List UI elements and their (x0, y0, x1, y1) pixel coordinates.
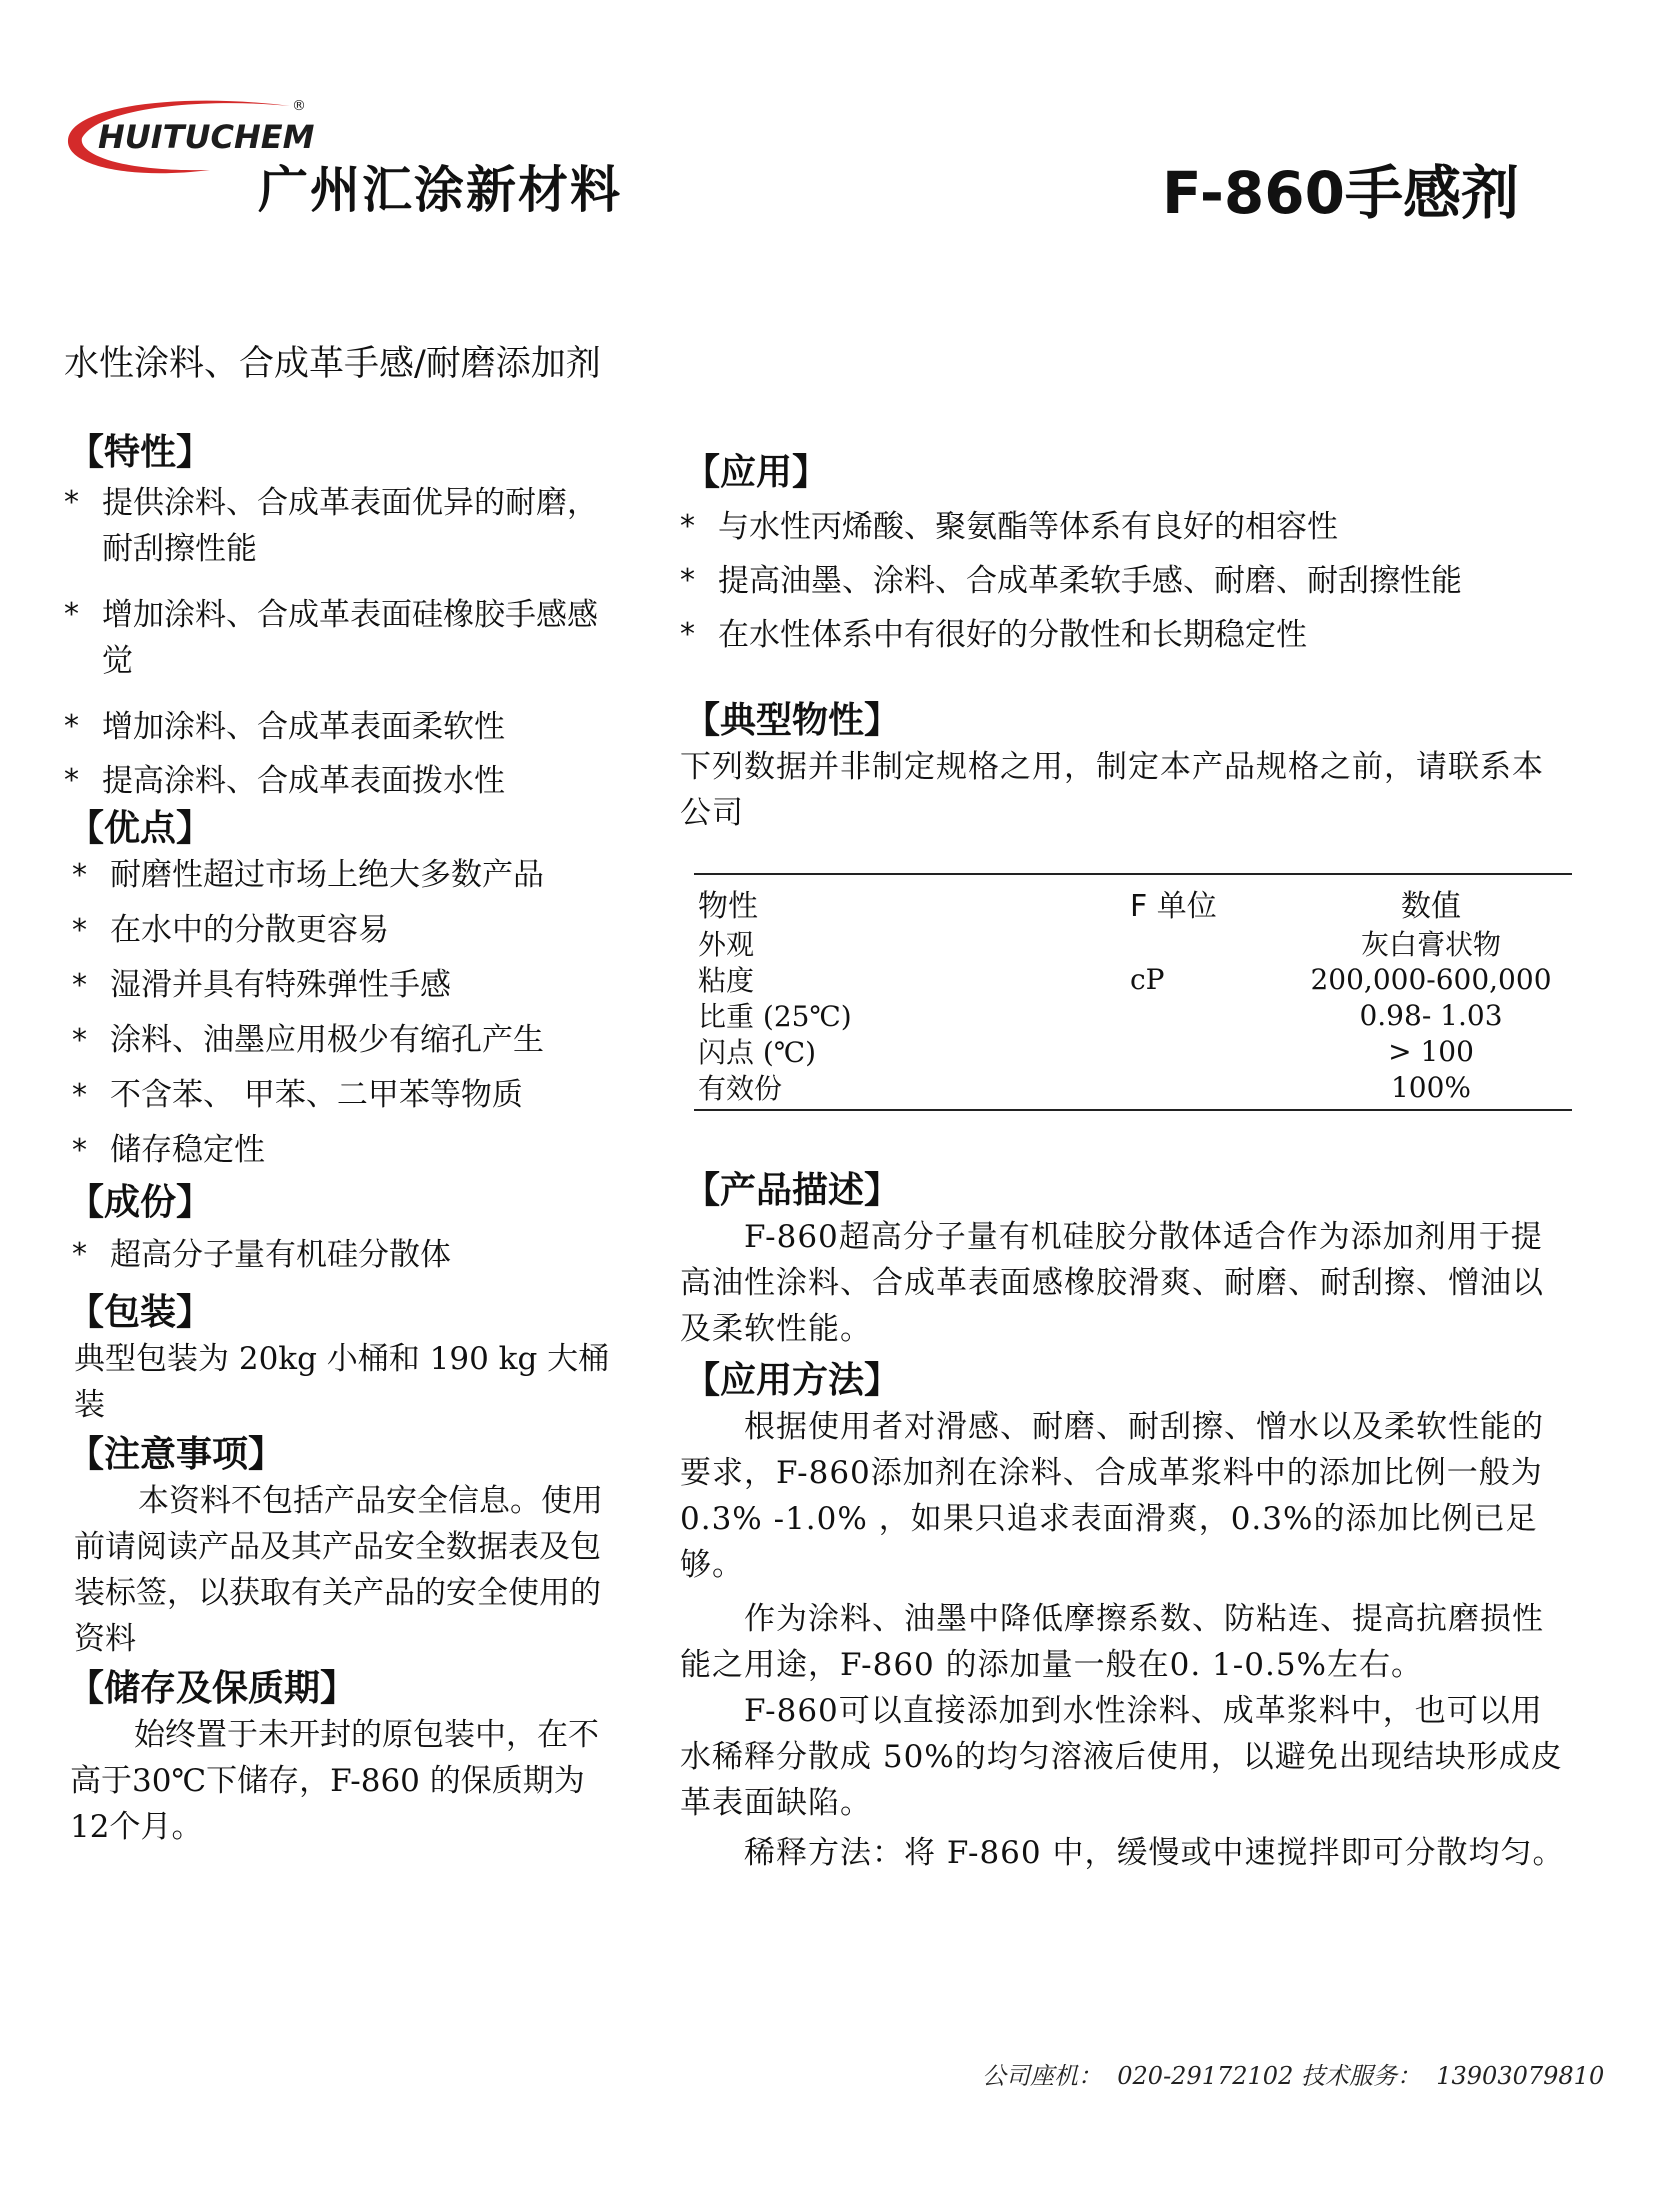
list-item: * 在水中的分散更容易 (72, 907, 624, 954)
bullet-star-icon: * (64, 597, 79, 632)
bullet-star-icon: * (72, 1023, 87, 1058)
packaging-text: 典型包装为 20kg 小桶和 190 kg 大桶装 (74, 1341, 610, 1423)
bullet-star-icon: * (680, 563, 695, 598)
table-header-row (694, 881, 1572, 925)
list-item: * 超高分子量有机硅分散体 (72, 1232, 624, 1278)
advantages-heading: 【优点】 (68, 808, 213, 849)
bullet-star-icon: * (72, 1133, 87, 1168)
notes-heading: 【注意事项】 (68, 1434, 285, 1475)
storage-text: 始终置于未开封的原包装中，在不高于30℃下储存，F-860 的保质期为 12个月。 (70, 1717, 599, 1845)
right-column (680, 450, 1580, 836)
phone-label: 公司座机： (982, 2062, 1102, 2090)
list-item: * 提高涂料、合成革表面拨水性 (64, 758, 624, 804)
bullet-star-icon: * (72, 968, 87, 1003)
list-item: * 涂料、油墨应用极少有缩孔产生 (72, 1017, 624, 1064)
left-column (64, 430, 624, 1850)
bullet-star-icon: * (72, 1237, 87, 1272)
method-heading: 【应用方法】 (684, 1360, 901, 1401)
company-name: 广州汇涂新材料 (258, 160, 622, 219)
typical-properties-heading: 【典型物性】 (684, 700, 901, 741)
features-heading: 【特性】 (68, 432, 213, 473)
bullet-star-icon: * (64, 763, 79, 798)
description-heading: 【产品描述】 (684, 1170, 901, 1211)
applications-heading: 【应用】 (684, 452, 829, 493)
column-header: 物性 (698, 889, 758, 924)
list-item: * 与水性丙烯酸、聚氨酯等体系有良好的相容性 (680, 504, 1580, 550)
column-header: 数值 (1401, 889, 1461, 924)
bullet-star-icon: * (64, 485, 79, 520)
service-number: 13903079810 (1436, 2062, 1605, 2090)
method-paragraph: 作为涂料、油墨中降低摩擦系数、防粘连、提高抗磨损性能之用途，F-860 的添加量一般在0. 1-0.5%左右。 (680, 1601, 1544, 1683)
list-item: * 在水性体系中有很好的分散性和长期稳定性 (680, 612, 1580, 658)
table-row: 外观 灰白膏状物 (698, 928, 1501, 961)
table-row: 粘度 cP 200,000-600,000 (698, 962, 1552, 997)
method-paragraph: F-860可以直接添加到水性涂料、成革浆料中，也可以用水稀释分散成 50%的均匀溶液后使用，以避免出现结块形成皮革表面缺陷。 (680, 1693, 1563, 1821)
method-paragraph: 根据使用者对滑感、耐磨、耐刮擦、憎水以及柔软性能的要求，F-860添加剂在涂料、合成革浆料中的添加比例一般为 0.3% -1.0% ，如果只追求表面滑爽，0.3%的添加比例已足够。 (680, 1409, 1544, 1583)
contact-footer (982, 2056, 1604, 2091)
phone-number: 020-29172102 (1117, 2062, 1294, 2090)
typical-properties-note: 下列数据并非制定规格之用，制定本产品规格之前，请联系本公司 (680, 749, 1544, 831)
registered-mark: ® (292, 98, 306, 114)
list-item: * 增加涂料、合成革表面硅橡胶手感感觉 (64, 592, 624, 684)
bullet-star-icon: * (72, 858, 87, 893)
list-item: * 湿滑并具有特殊弹性手感 (72, 962, 624, 1009)
table-row: 闪点 (℃) > 100 (698, 1034, 1474, 1069)
right-lower-column (680, 1168, 1580, 1876)
bullet-star-icon: * (64, 709, 79, 744)
list-item: * 储存稳定性 (72, 1127, 624, 1174)
table-row: 比重 (25℃) 0.98- 1.03 (698, 998, 1503, 1033)
advantages-list (72, 852, 624, 1174)
product-subtitle: 水性涂料、合成革手感/耐磨添加剂 (64, 344, 601, 384)
list-item: * 提供涂料、合成革表面优异的耐磨，耐刮擦性能 (64, 480, 624, 572)
table-row: 有效份 100% (698, 1070, 1472, 1105)
bullet-star-icon: * (680, 509, 695, 544)
list-item: * 提高油墨、涂料、合成革柔软手感、耐磨、耐刮擦性能 (680, 558, 1580, 604)
column-header: F 单位 (1130, 889, 1217, 924)
packaging-heading: 【包装】 (68, 1292, 213, 1333)
properties-table (694, 873, 1572, 1111)
applications-list (680, 504, 1580, 658)
composition-heading: 【成份】 (68, 1182, 213, 1223)
bullet-star-icon: * (680, 617, 695, 652)
storage-heading: 【储存及保质期】 (68, 1668, 357, 1709)
list-item: * 耐磨性超过市场上绝大多数产品 (72, 852, 624, 899)
notes-text: 本资料不包括产品安全信息。使用前请阅读产品及其产品安全数据表及包装标签，以获取有关产品的安全使用的资料 (74, 1483, 603, 1657)
features-list (64, 480, 624, 804)
list-item: * 不含苯、 甲苯、二甲苯等物质 (72, 1072, 624, 1119)
bullet-star-icon: * (72, 913, 87, 948)
logo-wordmark: HUITUCHEM (98, 118, 315, 156)
product-title: F-860手感剂 (1162, 159, 1519, 227)
bullet-star-icon: * (72, 1078, 87, 1113)
service-label: 技术服务： (1300, 2062, 1421, 2090)
list-item: * 增加涂料、合成革表面柔软性 (64, 704, 624, 750)
method-paragraph: 稀释方法：将 F-860 中，缓慢或中速搅拌即可分散均匀。 (744, 1835, 1565, 1871)
description-text: F-860超高分子量有机硅胶分散体适合作为添加剂用于提高油性涂料、合成革表面感橡胶滑爽、耐磨、耐刮擦、憎油以及柔软性能。 (680, 1219, 1544, 1347)
